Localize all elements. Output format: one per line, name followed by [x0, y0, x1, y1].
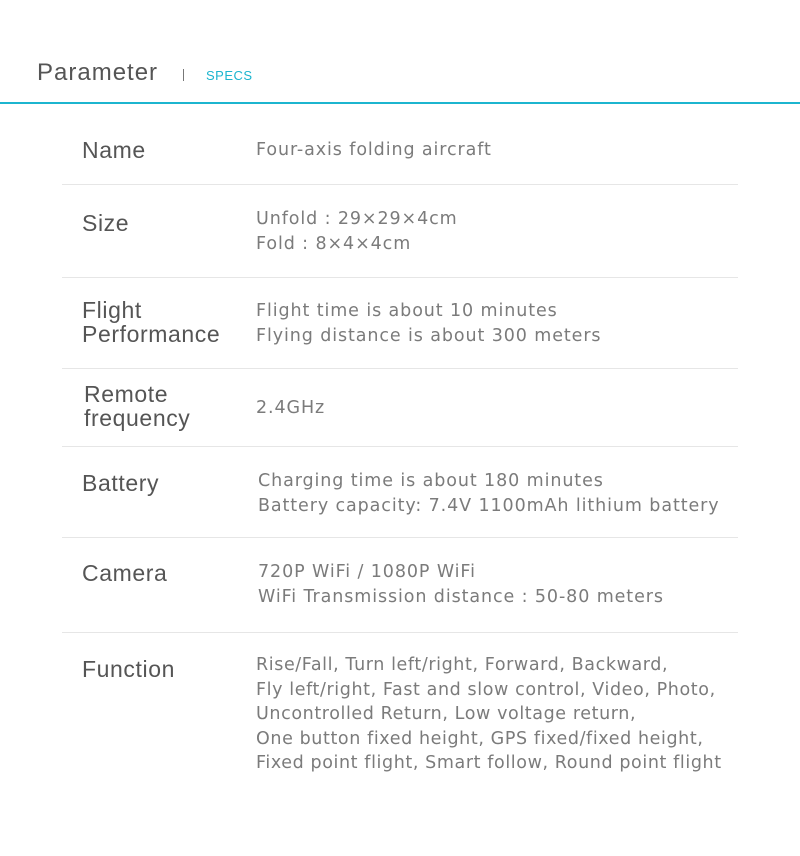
spec-label: Size — [82, 210, 130, 236]
spec-value — [256, 207, 458, 256]
section-title: Parameter — [37, 59, 159, 86]
spec-label: Remote frequency — [84, 381, 191, 431]
spec-value-line: 2.4GHz — [256, 398, 326, 418]
spec-row-function — [62, 633, 738, 783]
spec-value — [256, 299, 601, 348]
spec-value-line: Flying distance is about 300 meters — [256, 325, 602, 346]
spec-value-line: Uncontrolled Return, Low voltage return, — [256, 704, 637, 724]
spec-value-line: One button fixed height, GPS fixed/fixed height, — [256, 728, 704, 749]
spec-label: Battery — [82, 470, 160, 496]
spec-value-line: 720P WiFi / 1080P WiFi — [258, 562, 476, 582]
spec-value — [258, 560, 664, 609]
spec-row-flight-performance — [62, 278, 738, 369]
spec-label: Flight Performance — [82, 297, 221, 347]
spec-value — [256, 653, 722, 776]
spec-value-line: Flight time is about 10 minutes — [256, 301, 558, 321]
spec-value-line: Battery capacity: 7.4V 1100mAh lithium battery — [258, 495, 720, 516]
spec-row-camera — [62, 538, 738, 633]
spec-value-line: Fold : 8×4×4cm — [256, 233, 412, 254]
spec-value-line: Charging time is about 180 minutes — [258, 471, 604, 491]
spec-label: Name — [82, 137, 146, 163]
spec-value-line: Four-axis folding aircraft — [256, 140, 492, 160]
spec-row-remote-frequency — [62, 369, 738, 447]
spec-value-line: WiFi Transmission distance : 50-80 meters — [258, 586, 664, 607]
spec-value — [256, 138, 492, 163]
section-subtitle: SPECS — [206, 68, 253, 83]
spec-value — [258, 469, 720, 518]
spec-row-battery — [62, 447, 738, 538]
spec-label: Camera — [82, 560, 168, 586]
spec-label: Function — [82, 656, 176, 682]
spec-value-line: Fly left/right, Fast and slow control, Video, Photo, — [256, 679, 716, 700]
spec-value-line: Unfold : 29×29×4cm — [256, 209, 458, 229]
page-header — [0, 0, 800, 104]
spec-value-line: Rise/Fall, Turn left/right, Forward, Backward, — [256, 655, 669, 675]
title-divider — [183, 69, 184, 81]
spec-value — [256, 396, 325, 421]
spec-row-size — [62, 185, 738, 278]
spec-row-name — [62, 104, 738, 185]
spec-value-line: Fixed point flight, Smart follow, Round point flight — [256, 753, 722, 773]
